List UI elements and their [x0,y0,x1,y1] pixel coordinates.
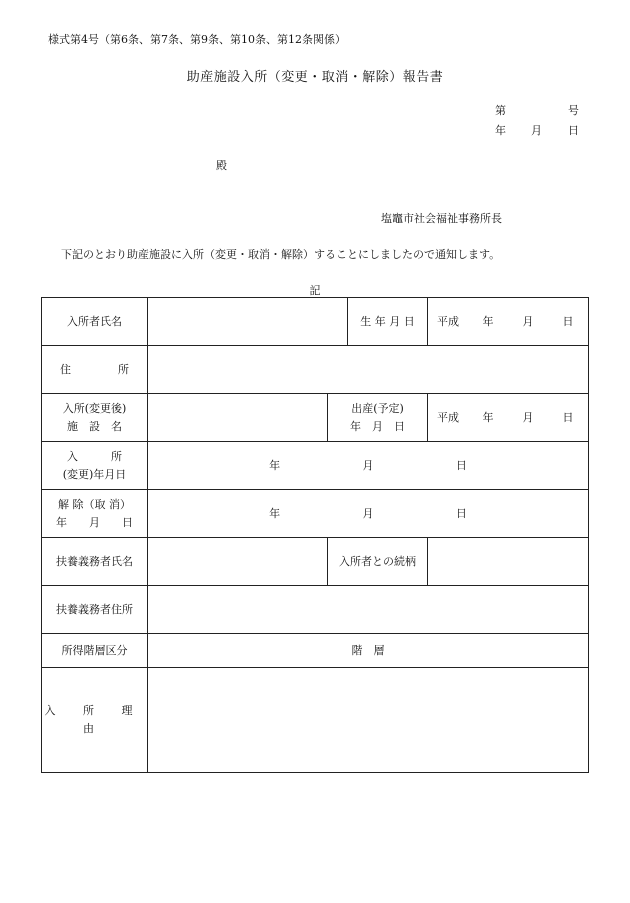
release-date-label-line1: 解 除（取 消） [58,497,131,511]
reason-field[interactable] [148,668,589,773]
date-year-label: 年 [495,124,506,137]
admission-day-unit: 日 [455,458,467,472]
admission-date-field[interactable] [148,442,589,490]
date-month-label: 月 [531,124,542,137]
release-day-unit: 日 [455,506,467,520]
row-address [42,346,589,394]
facility-label-line2: 施 設 名 [67,419,122,433]
row-admission-date [42,442,589,490]
row-reason [42,668,589,773]
issuer: 塩竈市社会福祉事務所長 [381,212,502,225]
row-release-date [42,490,589,538]
due-era: 平成 [437,410,459,424]
due-date-label-line1: 出産(予定) [351,401,404,415]
document-title: 助産施設入所（変更・取消・解除）報告書 [186,70,444,85]
ki-heading: 記 [309,284,321,297]
name-field[interactable] [148,298,348,346]
release-year-unit: 年 [269,506,281,520]
relation-field[interactable] [428,538,589,586]
date-day-label: 日 [568,124,579,137]
address-label-part1: 住 [60,362,71,376]
birth-day-unit: 日 [562,314,574,328]
guardian-name-field[interactable] [148,538,328,586]
release-month-unit: 月 [362,506,374,520]
due-year-unit: 年 [482,410,494,424]
income-class-unit: 階 層 [351,643,385,657]
form-number: 様式第4号（第6条、第7条、第9条、第10条、第12条関係） [48,33,346,46]
birth-month-unit: 月 [522,314,534,328]
number-label-go: 号 [568,104,579,117]
due-date-label-line2: 年 月 日 [350,419,405,433]
row-guardian-address [42,586,589,634]
release-date-field[interactable] [148,490,589,538]
row-facility [42,394,589,442]
due-date-label [328,394,428,442]
address-label-part2: 所 [118,362,129,376]
admission-date-label-line2: (変更)年月日 [62,467,127,481]
facility-label [42,394,148,442]
row-name [42,298,589,346]
guardian-address-field[interactable] [148,586,589,634]
facility-field[interactable] [148,394,328,442]
birth-date-field[interactable] [428,298,589,346]
admission-year-unit: 年 [269,458,281,472]
income-class-field[interactable] [148,634,589,668]
birth-date-label: 生 年 月 日 [348,298,428,346]
income-class-label: 所得階層区分 [42,634,148,668]
reason-label: 入 所 理 由 [42,668,148,773]
release-date-label-line2: 年 月 日 [56,515,133,529]
guardian-name-label: 扶養義務者氏名 [42,538,148,586]
row-guardian-name [42,538,589,586]
address-label [42,346,148,394]
report-form-table [41,297,589,773]
facility-label-line1: 入所(変更後) [62,401,127,415]
admission-month-unit: 月 [362,458,374,472]
birth-era: 平成 [437,314,459,328]
address-field[interactable] [148,346,589,394]
relation-label: 入所者との続柄 [328,538,428,586]
row-income-class [42,634,589,668]
addressee-suffix: 殿 [216,159,227,172]
guardian-address-label: 扶養義務者住所 [42,586,148,634]
body-text: 下記のとおり助産施設に入所（変更・取消・解除）することにしましたので通知します。 [61,248,501,261]
admission-date-label [42,442,148,490]
release-date-label [42,490,148,538]
admission-date-label-line1: 入 所 [67,449,122,463]
name-label: 入所者氏名 [42,298,148,346]
birth-year-unit: 年 [482,314,494,328]
due-date-field[interactable] [428,394,589,442]
due-month-unit: 月 [522,410,534,424]
number-label-dai: 第 [495,104,506,117]
due-day-unit: 日 [562,410,574,424]
